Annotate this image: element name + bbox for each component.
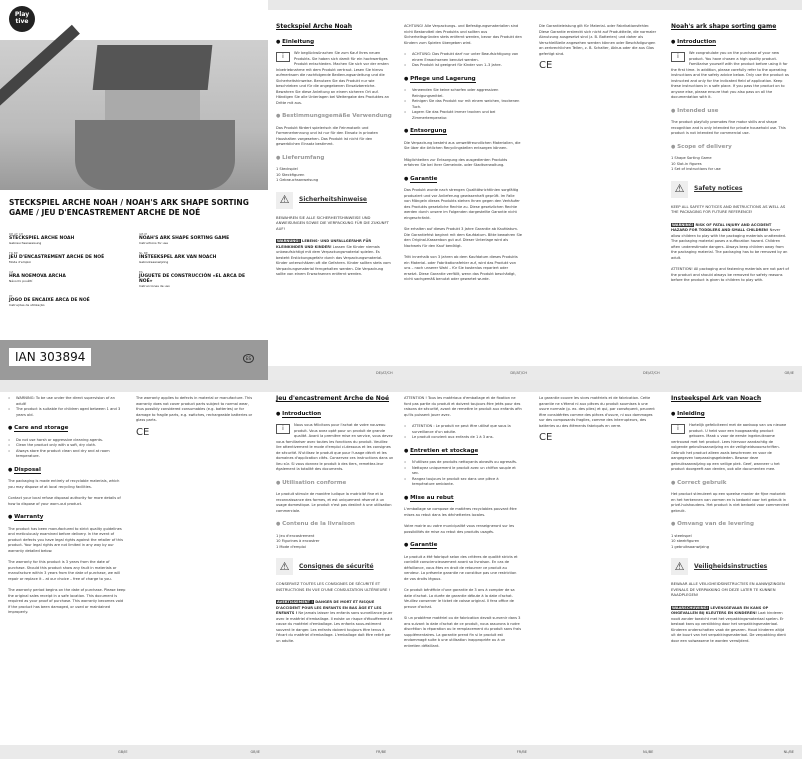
ark-hull <box>75 120 235 190</box>
warning-triangle-icon: ⚠ <box>276 558 293 575</box>
cover-item-nl: NL BE INSTEEKSPEL ARK VAN NOACH Gebruiksaanwijzing <box>139 251 217 264</box>
page-de-gb: Die Garantieleistung gilt für Material- oder Fabrikationsfehler. Diese Garantie erstreckt sich nicht auf Produktteile, die normaler Abnutzung ausgesetzt sind (z. B. Batterien) und daher als Verschleißteile angesehen werden können oder Beschädigungen an zerbrechlichen Teilen, z. B. Schalter, Akkus oder die aus Glas gefertigt sind. CE Noah's ark shape sorting game ● Introduction i We congratulate you on the purchase of your new product. You have chosen a high quality product. Familiarise yourself with the product before using it for the first time. In addition, please carefully refer to the operating instructions and the safety advice below. Only use the product as instructed and only for the indicated field of application. Keep these instructions in a safe place. If you pass the product on to anyone else, please ensure that you also pass on all the documentation with it. ● Intended use The product playfully promotes fine motor skills and shape recognition and is only intended for private household use. This product is not intended for commercial use. ● Scope of delivery 1 Shape Sorting Game 10 Slot-in figures 1 Set of instructions for use ⚠ Safety notices KEEP ALL SAFETY NOTICES AND INSTRUCTIONS AS WELL AS THE PACKAGING FOR FUTURE REFERENCE! WARNING! RISK OF FATAL INJURY AND ACCIDENT HAZARD FOR TODDLERS AND SMALL CHILDREN! Never allow children to play with the packaging materials unattended. The packaging material poses a suffocation hazard. Children often underestimate dangers. Always keep children away from the packaging material. The packaging has to be removed by an adult. ATTENTION! All packaging and fastening materials are not part of the product and should always be removed for safety reasons before the product is given to children to play with. DE/AT/CH GB/IE <box>535 10 802 380</box>
scope-list: 1 Steckspiel 10 Steckfiguren 1 Gebrauchsanweisung <box>276 167 319 182</box>
heading-intro: ● Einleitung <box>276 40 394 46</box>
cover-item-es: ES JUGUETE DE CONSTRUCCIÓN «EL ARCA DE NOÉ» Instrucciones de uso <box>139 270 246 288</box>
ian-number: IAN 303894 <box>9 348 91 366</box>
info-book-icon: i <box>276 424 290 434</box>
page-footer: DE/AT/CH DE/AT/CH <box>268 366 535 380</box>
info-book-icon: i <box>671 52 685 62</box>
ce-mark: CE <box>539 60 553 71</box>
info-book-icon: i <box>276 52 290 62</box>
cover-item-gb: GB IE NOAH'S ARK SHAPE SORTING GAME Instructions for use <box>139 232 230 245</box>
cover-product-list <box>9 232 259 307</box>
cover-item-fr: FR BE JEU D'ENCASTREMENT ARCHE DE NOÉ Mode d'emploi <box>9 251 105 264</box>
page-de: Steckspiel Arche Noah ● Einleitung i Wir beglückwünschen Sie zum Kauf Ihres neuen Produkts. Sie haben sich damit für ein hochwertiges Produkt entschieden. Machen Sie sich vor der ersten Inbetriebnahme mit dem Produkt vertraut. Lesen Sie hierzu aufmerksam die nachfolgende Bedienungsanleitung und die Sicherheitshinweise. Benutzen Sie das Produkt nur wie beschrieben und für die angegebenen Einsatzbereiche. Bewahren Sie diese Anleitung an einem sicheren Ort auf. Händigen Sie alle Unterlagen bei Weitergabe des Produktes an Dritte mit aus. ● Bestimmungsgemäße Verwendung Das Produkt fördert spielerisch die Feinmotorik und Formenerkennung und ist nur für den Einsatz in privaten Haushalten vorgesehen. Das Produkt ist nicht für den gewerblichen Einsatz bestimmt. ● Lieferumfang 1 Steckspiel 10 Steckfiguren 1 Gebrauchsanweisung ⚠ Sicherheitshinweise BEWAHREN SIE ALLE SICHERHEITSHINWEISE UND ANWEISUNGEN SOWIE DIE VERPACKUNG FÜR DIE ZUKUNFT AUF! WARNUNG! LEBENS- UND UNFALLGEFAHR FÜR KLEINKINDER UND KINDER! Lassen Sie Kinder niemals unbeaufsichtigt mit dem Verpackungsmaterial spielen. Es besteht Erstickungsgefahr durch das Verpackungsmaterial. Kinder unterschätzen oft die Gefahren. Kinder sollten stets vom Verpackungsmaterial ferngehalten werden. Die Verpackung sollte von einem Erwachsenen entfernt werden. ACHTUNG! Alle Verpackungs- und Befestigungsmaterialien sind nicht Bestandteil des Produkts und sollten aus Sicherheitsgründen stets entfernt werden, bevor das Produkt den Kindern zum Spielen übergeben wird. ▫ ACHTUNG: Das Produkt darf nur unter Beaufsichtigung von einem Erwachsenen benutzt werden. ▫ Das Produkt ist geeignet für Kinder von 1–3 Jahre. ● Pflege und Lagerung ▫ Verwenden Sie keine scharfen oder aggressiven Reinigungsmittel. ▫ Reinigen Sie das Produkt nur mit einem weichen, trockenen Tuch. ▫ Lagern Sie das Produkt immer trocken und bei Zimmertemperatur. ● Entsorgung Die Verpackung besteht aus umweltfreundlichen Materialien, die Sie über die örtlichen Recyclingstellen entsorgen können. Möglichkeiten zur Entsorgung des ausgedienten Produkts erfahren Sie bei Ihrer Gemeinde- oder Stadtverwaltung. ● Garantie Das Produkt wurde nach strengen Qualitätsrichtlinien sorgfältig produziert und vor Anlieferung gewissenhaft geprüft. Im Falle von Mängeln dieses Produkts stehen Ihnen gegen den Verkäufer des Produkts gesetzliche Rechte zu. Diese gesetzlichen Rechte werden durch unsere im Folgenden dargestellte Garantie nicht eingeschränkt. Sie erhalten auf dieses Produkt 3 Jahre Garantie ab Kaufdatum. Die Garantiefrist beginnt mit dem Kaufdatum. Bitte bewahren Sie den Original-Kassenbon gut auf. Dieser Unterlage wird als Nachweis für den Kauf benötigt. Tritt innerhalb von 3 Jahren ab dem Kaufdatum dieses Produkts ein Material- oder Fabrikationsfehler auf, wird das Produkt von uns – nach unserer Wahl – für Sie kostenlos repariert oder ersetzt. Diese Garantie verfällt, wenn das Produkt beschädigt, nicht sachgemäß benutzt oder gewartet wurde. DE/AT/CH DE/AT/CH <box>268 10 535 380</box>
country-code: ES <box>243 354 254 363</box>
page-fr: Jeu d'encastrement Arche de Noé ● Introduction i Nous vous félicitons pour l'achat de votre nouveau produit. Vous avez opté pour un produit de grande qualité. Avant la première mise en service, vous devez vous familiariser avec toutes les fonctions du produit. Veuillez lire attentivement le mode d'emploi ci-dessous et les consignes de sécurité. N'utilisez le produit que pour l'usage décrit et les domaines d'application cités. Conservez ces instructions dans un lieu sûr. Si vous donnez le produit à des tiers, remettez-leur également la totalité des documents. ● Utilisation conforme Le produit stimule de manière ludique la motricité fine et la reconnaissance des formes, et est uniquement réservé à un usage domestique. Le produit n'est pas destiné à une utilisation commerciale. ● Contenu de la livraison 1 Jeu d'encastrement 10 Figurines à encastrer 1 Mode d'emploi ⚠ Consignes de sécurité CONSERVEZ TOUTES LES CONSIGNES DE SÉCURITÉ ET INSTRUCTIONS EN VUE D'UNE CONSULTATION ULTÉRIEURE ! AVERTISSEMENT ! DANGER DE MORT ET RISQUE D'ACCIDENT POUR LES ENFANTS EN BAS ÂGE ET LES ENFANTS ! Ne jamais laisser les enfants sans surveillance jouer avec le matériel d'emballage. Il existe un risque d'étouffement à cause du matériel d'emballage. Les enfants sous-estiment souvent le danger. Les enfants doivent toujours être tenus à l'écart du matériel d'emballage. L'emballage doit être retiré par un adulte. ATTENTION ! Tous les matériaux d'emballage et de fixation ne font pas partie du produit et doivent toujours être jetés pour des raisons de sécurité, avant de remettre le produit aux enfants afin qu'ils puissent jouer avec. ▫ ATTENTION : Le produit ne peut être utilisé que sous la surveillance d'un adulte. ▫ Le produit convient aux enfants de 1 à 3 ans. ● Entretien et stockage ▫ N'utilisez pas de produits nettoyants abrasifs ou agressifs. ▫ Nettoyez uniquement le produit avec un chiffon souple et sec. ▫ Rangez toujours le produit sec dans une pièce à température ambiante. ● Mise au rebut L'emballage se compose de matières recyclables pouvant être mises au rebut dans les déchetteries locales. Votre mairie ou votre municipalité vous renseigneront sur les possibilités de mise au rebut des produits usagés. ● Garantie Le produit a été fabriqué selon des critères de qualité stricts et contrôlé consciencieusement avant sa livraison. En cas de défaillance, vous êtes en droit de retourner ce produit au vendeur. La présente garantie ne constitue pas une restriction de vos droits légaux. Ce produit bénéficie d'une garantie de 3 ans à compter de sa date d'achat. La durée de garantie débute à la date d'achat. Veuillez conserver le ticket de caisse original. Il fera office de preuve d'achat. Si un problème matériel ou de fabrication devait survenir dans 3 ans suivant la date d'achat de ce produit, nous assurons à notre discrétion la réparation ou le remplacement du produit sans frais supplémentaires. La garantie prend fin si le produit est endommagé suite à une utilisation inappropriée ou à un entretien défaillant. FR/BE FR/BE <box>268 392 535 759</box>
heading-scope: ● Lieferumfang <box>276 156 394 162</box>
ce-mark: CE <box>539 432 553 443</box>
warning-triangle-icon: ⚠ <box>276 192 293 209</box>
info-book-icon: i <box>671 424 685 434</box>
cover-image <box>0 40 268 190</box>
ian-bar <box>0 340 268 380</box>
heading-intended-use: ● Bestimmungsgemäße Verwendung <box>276 114 394 120</box>
intro-text: i Wir beglückwünschen Sie zum Kauf Ihres neuen Produkts. Sie haben sich damit für ein hochwertiges Produkt entschieden. Machen Sie sich vor der ersten Inbetriebnahme mit dem Produkt vertraut. Lesen Sie hierzu aufmerksam die nachfolgende Bedienungsanleitung und die Sicherheitshinweise. Benutzen Sie das Produkt nur wie beschrieben und für die angegebenen Einsatzbereiche. Bewahren Sie diese Anleitung an einem sicheren Ort auf. Händigen Sie alle Unterlagen bei Weitergabe des Produktes an Dritte mit aus. <box>276 51 389 105</box>
warning-triangle-icon: ⚠ <box>671 181 688 198</box>
ark-roof <box>93 45 213 90</box>
cover-item-de: DE AT CH STECKSPIEL ARCHE NOAH Gebrauchsanweisung <box>9 232 75 245</box>
cover-item-pt: PT JOGO DE ENCAIXE ARCA DE NOÉ Instruções de utilização <box>9 294 90 307</box>
service-banner <box>0 25 80 108</box>
ce-mark: CE <box>136 426 150 438</box>
page-title: Steckspiel Arche Noah <box>276 23 352 30</box>
cover-item-cz: CZ HRA NOEMOVA ARCHA Návod k použití <box>9 270 66 283</box>
warning-triangle-icon: ⚠ <box>671 558 688 575</box>
cover-page <box>0 0 268 380</box>
page-gb: ▫ WARNING: To be use under the direct supervision of an adult! ▫ The product is suitable for children aged between 1 and 3 years old. ● Care and storage ▫ Do not use harsh or aggressive cleaning agents. ▫ Clean the product only with a soft, dry cloth. ▫ Always store the product clean and dry and at room temperature. ● Disposal The packaging is made entirely of recyclable materials, which you may dispose of at local recycling facilities. Contact your local refuse disposal authority for more details of how to dispose of your worn-out product. ● Warranty The product has been manufactured to strict quality guidelines and meticulously examined before delivery. In the event of product defects you have legal rights against the retailer of this product. Your legal rights are not limited in any way by our warranty detailed below. The warranty for this product is 3 years from the date of purchase. Should this product show any fault in materials or manufacture within 3 years from the date of purchase, we will repair or replace it – at our choice – free of charge to you. The warranty period begins on the date of purchase. Please keep the original sales receipt in a safe location. This document is required as your proof of purchase. This warranty becomes void if the product has been damaged, or used or maintained improperly. The warranty applies to defects in material or manufacture. This warranty does not cover product parts subject to normal wear, thus possibly considered consumables (e.g. batteries) or for damage to fragile parts, e.g. switches, rechargeable batteries or glass parts. CE GB/IE GB/IE <box>0 392 268 759</box>
cover-title: STECKSPIEL ARCHE NOAH / NOAH'S ARK SHAPE SORTING GAME / JEU D'ENCASTREMENT ARCHE DE NOÉ <box>9 198 249 217</box>
page-fr-nl: La garantie couvre les vices matériels et de fabrication. Cette garantie ne s'étend ni aux pièces du produit soumises à une usure normale (p. ex. des piles) et qui, par conséquent, peuvent être considérées comme des pièces d'usure, ni aux dommages sur des composants fragiles, comme des interrupteurs, des batteries ou des éléments fabriqués en verre. CE Insteekspel Ark van Noach ● Inleiding i Hartelijk gefeliciteerd met de aankoop van uw nieuwe product. U hebt voor een hoogwaardig product gekozen. Maak u voor de eerste ingebruikname vertrouwd met het product. Lees hiervoor aandachtig de volgende gebruiksaanwijzing en de veiligheidsvoorschriften. Gebruik het product alleen zoals beschreven en voor de aangegeven toepassingsgebieden. Bewaar deze gebruiksaanwijzing op een veilige plek. Geef, wanneer u het product doorgeeft aan derden, ook alle documenten mee. ● Correct gebruik Het product stimuleert op een speelse manier de fijne motoriek en het herkennen van vormen en is bedoeld voor het gebruik in privé-huishoudens. Het product is niet bedoeld voor commercieel gebruik. ● Omvang van de levering 1 steekspel 10 steekfiguren 1 gebruiksaanwijzing ⚠ Veiligheidsinstructies BEWAAR ALLE VEILIGHEIDSINSTRUCTIES EN AANWIJZINGEN EVENALS DE VERPAKKING OM DEZE LATER TE KUNNEN RAADPLEGEN! WAARSCHUWING! LEVENSGEVAAR EN KANS OP ONGEVALLEN BIJ KLEUTERS EN KINDEREN! Laat kinderen nooit zonder toezicht met het verpakkingsmateriaal spelen. Er bestaat kans op verstikking door het verpakkingsmateriaal. Kinderen onderschatten vaak de gevaren. Houd kinderen altijd uit de buurt van het verpakkingsmateriaal. De verpakking dient door een volwassene te worden verwijderd. NL/BE NL/BE <box>535 392 802 759</box>
playtive-logo: Play tive <box>9 6 35 32</box>
